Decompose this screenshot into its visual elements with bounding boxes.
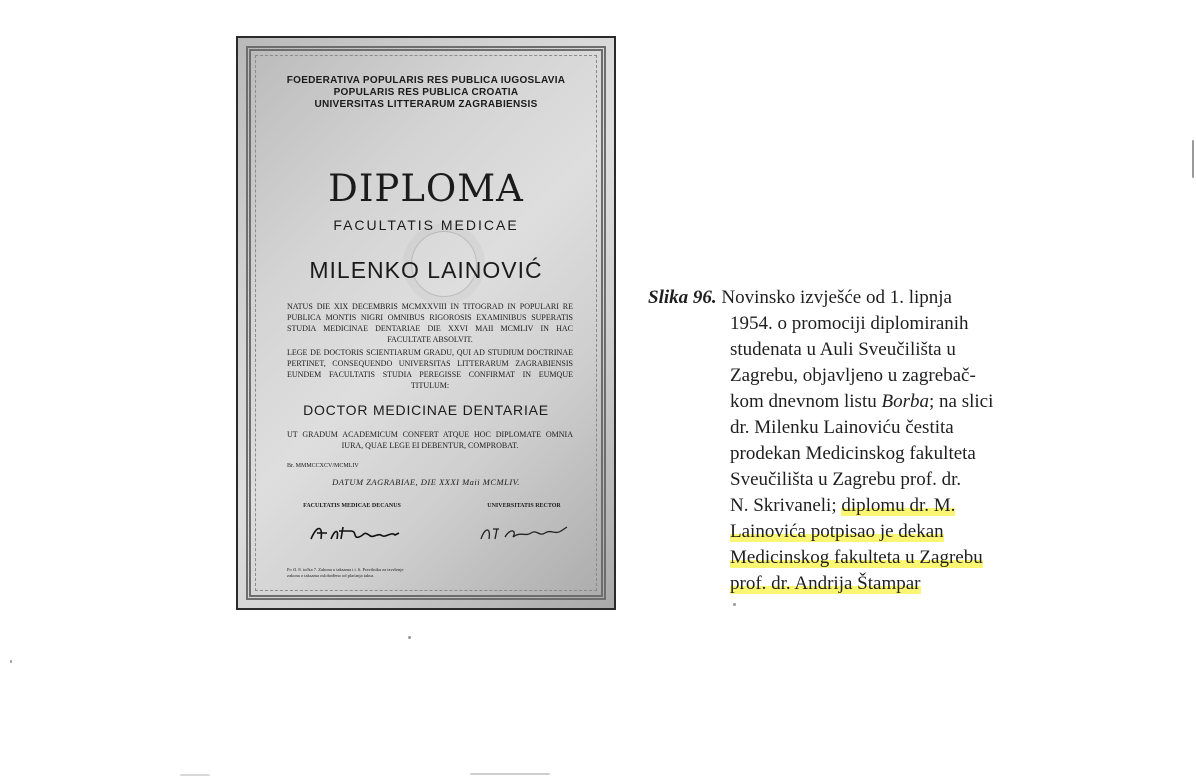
scan-mark <box>408 636 411 639</box>
caption-line <box>648 285 1048 311</box>
diploma-header-line: UNIVERSITAS LITTERARUM ZAGRABIENSIS <box>314 99 538 110</box>
diploma-faculty: FACULTATIS MEDICAE <box>333 217 519 233</box>
diploma-border <box>246 46 606 600</box>
rector-signature <box>477 521 577 545</box>
caption-line: 1954. o promociji diplomiranih <box>730 313 969 334</box>
caption-line: Sveučilišta u Zagrebu prof. dr. <box>730 469 962 490</box>
highlighted-text: prof. dr. Andrija Štampar <box>730 573 921 594</box>
caption-line <box>648 545 1048 571</box>
diploma-header-line: FOEDERATIVA POPULARIS RES PUBLICA IUGOSLAVIA <box>286 75 566 86</box>
scan-mark <box>470 773 550 775</box>
scan-mark <box>10 660 12 663</box>
highlighted-text: diplomu dr. M. <box>841 495 956 516</box>
diploma-paragraph: NATUS DIE XIX DECEMBRIS MCMXXVIII IN TITOGRAD IN POPULARI RE PUBLICA MONTIS NIGRI OMNIBUS RIGOROSIS EXAMINIBUS SUPERATIS STUDIA MEDICINAE DENTARIAE DIE XXVI MAII MCMLIV IN HAC FACULTATE ABSOLVIT. <box>287 302 573 344</box>
diploma-paragraph: UT GRADUM ACADEMICUM CONFERT ATQUE HOC DIPLOMATE OMNIA IURA, QUAE LEGE EI DEBENTUR, COMPROBAT. <box>287 430 573 450</box>
figure-label: Slika 96. <box>648 287 717 308</box>
diploma-paragraph: LEGE DE DOCTORIS SCIENTIARUM GRADU, QUI AD STUDIUM DOCTRINAE PERTINET, CONSEQUENDO UNIVERSITAS LITTERARUM ZAGRABIENSIS EUNDEM FACULTATIS STUDIA PEREGISSE CONFIRMAT IN EUMQUE TITULUM: <box>287 348 573 390</box>
scan-mark <box>1192 140 1194 178</box>
dean-label: FACULTATIS MEDICAE DECANUS <box>303 503 401 509</box>
caption-line <box>648 519 1048 545</box>
highlighted-text: Lainovića potpisao je dekan <box>730 521 944 542</box>
diploma-date: DATUM ZAGRABIAE, DIE XXXI Maii MCMLIV. <box>332 477 520 487</box>
figure-caption <box>648 285 1048 597</box>
diploma-header-line: POPULARIS RES PUBLICA CROATIA <box>333 87 519 98</box>
highlighted-text: Medicinskog fakulteta u Zagrebu <box>730 547 983 568</box>
diploma-photo <box>236 36 616 610</box>
caption-line: prodekan Medicinskog fakulteta <box>730 443 976 464</box>
caption-line: Zagrebu, objavljeno u zagrebač- <box>730 365 976 386</box>
diploma-degree: DOCTOR MEDICINAE DENTARIAE <box>303 402 549 418</box>
caption-text: Novinsko izvješće od 1. lipnja <box>721 287 952 308</box>
diploma-recipient-name: MILENKO LAINOVIĆ <box>309 257 543 283</box>
newspaper-name: Borba <box>881 391 929 412</box>
caption-line <box>648 389 1048 415</box>
dean-signature <box>307 521 427 545</box>
diploma-title: DIPLOMA <box>328 167 524 210</box>
caption-line <box>648 571 1048 597</box>
caption-line: dr. Milenku Lainoviću čestita <box>730 417 954 438</box>
caption-line <box>648 493 1048 519</box>
caption-line: studenata u Auli Sveučilišta u <box>730 339 956 360</box>
diploma-number: Br. MMMCCXCV/MCMLIV <box>287 463 359 469</box>
diploma-fine-print: Po čl. 8. točka 7. Zakona o taksama i t. 6. Pravilnika za izvršenje zakona o taksama oslobođeno od plaćanja taksa. <box>287 567 404 578</box>
caption-text: ; na slici <box>928 391 994 412</box>
diploma-header <box>251 75 601 111</box>
caption-text: N. Skrivaneli; <box>730 495 842 516</box>
scan-mark <box>180 774 210 776</box>
caption-text: kom dnevnom listu <box>730 391 882 412</box>
rector-label: UNIVERSITATIS RECTOR <box>487 503 561 509</box>
scan-mark <box>733 603 736 606</box>
